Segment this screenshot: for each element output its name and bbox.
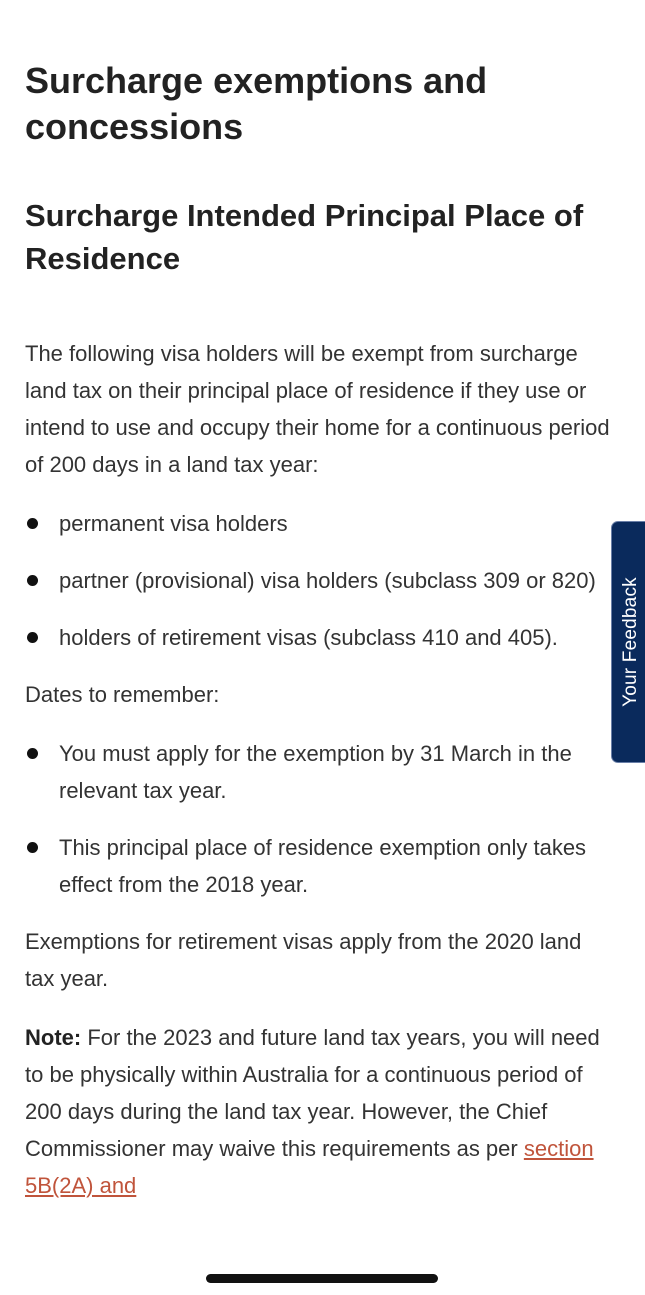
dates-label: Dates to remember: (25, 682, 220, 707)
home-indicator[interactable] (206, 1274, 438, 1283)
feedback-tab-label: Your Feedback (620, 577, 641, 707)
main-content (25, 58, 615, 1204)
bullet-icon (27, 632, 38, 643)
page-title: Surcharge exemptions and concessions (25, 60, 488, 147)
bullet-icon (27, 575, 38, 586)
bullet-icon (27, 842, 38, 853)
list-item: holders of retirement visas (subclass 410 and 405). (25, 619, 615, 656)
bullet-icon (27, 748, 38, 759)
intro-paragraph: The following visa holders will be exempt from surcharge land tax on their principal place of residence if they use or intend to use and occupy their home for a continuous period of 200 days in a land tax year: (25, 341, 610, 477)
retirement-note: Exemptions for retirement visas apply from the 2020 land tax year. (25, 929, 582, 991)
visa-list (25, 505, 615, 656)
list-item: permanent visa holders (25, 505, 615, 542)
section-heading: Surcharge Intended Principal Place of Residence (25, 198, 584, 276)
note-text: For the 2023 and future land tax years, you will need to be physically within Australia for a continuous period of 200 days during the land tax year. However, the Chief Commissioner may waive this requirements as per (25, 1025, 600, 1161)
note-label: Note: (25, 1025, 82, 1050)
list-item: partner (provisional) visa holders (subclass 309 or 820) (25, 562, 615, 599)
feedback-tab[interactable] (611, 521, 645, 763)
list-item: You must apply for the exemption by 31 March in the relevant tax year. (25, 735, 615, 809)
bullet-icon (27, 518, 38, 529)
dates-list (25, 735, 615, 903)
list-item: This principal place of residence exemption only takes effect from the 2018 year. (25, 829, 615, 903)
section-link[interactable]: section 5B(2A) and (25, 1136, 594, 1198)
note-paragraph (25, 1019, 615, 1204)
